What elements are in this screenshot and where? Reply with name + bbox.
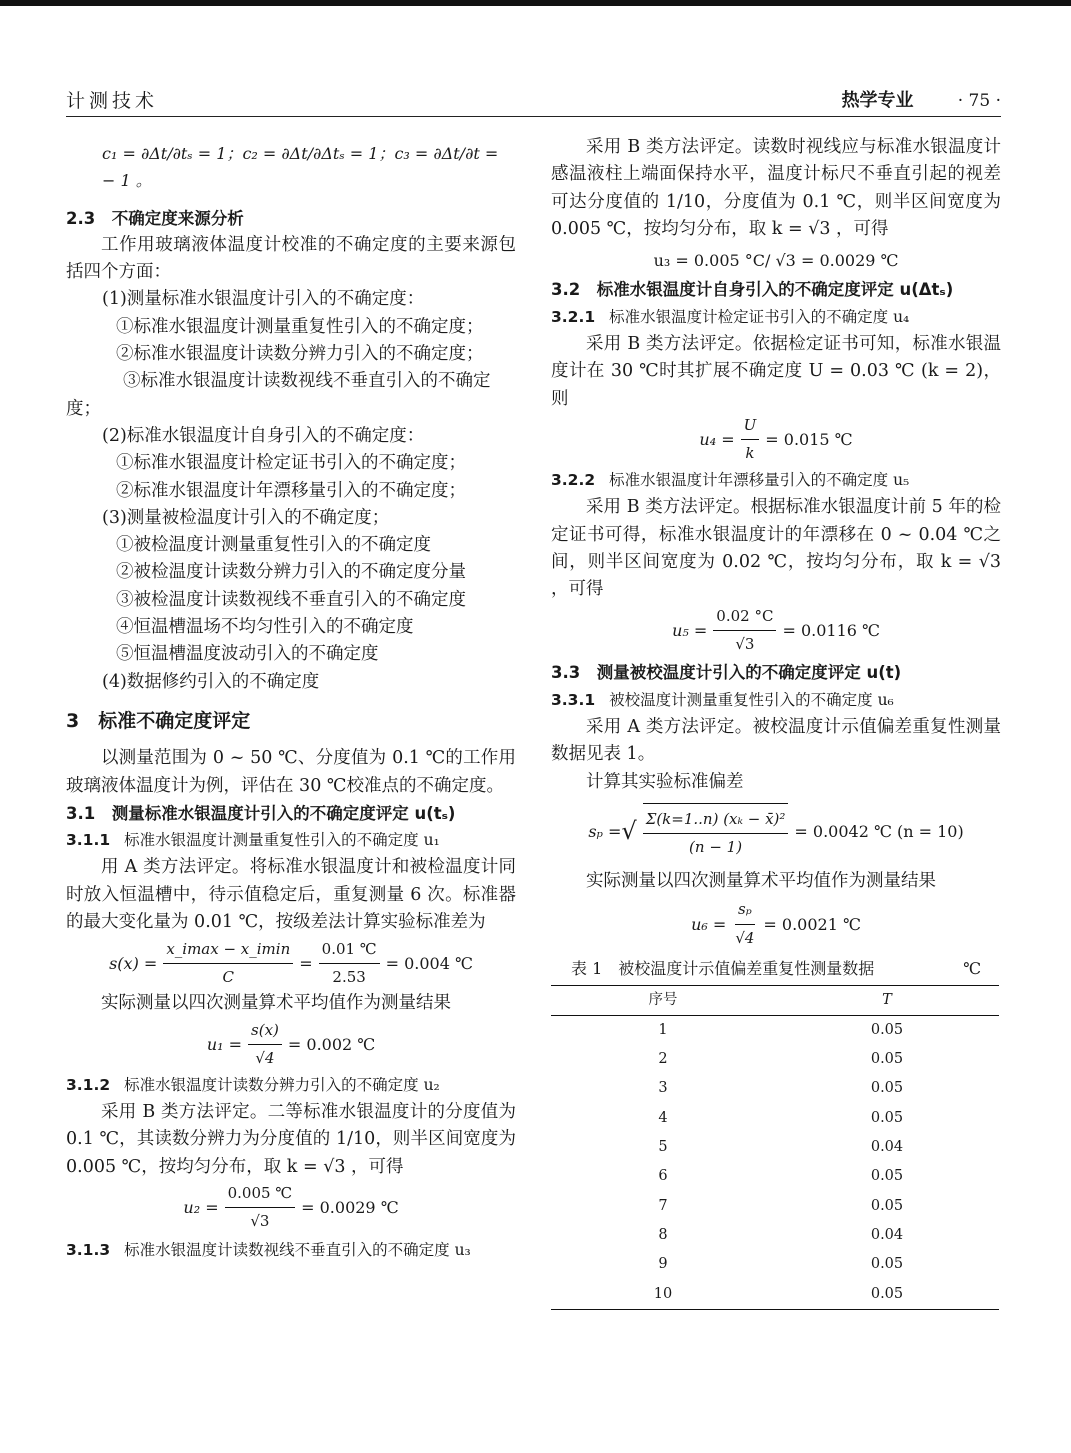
- section-3-1-2-title: [66, 1072, 516, 1099]
- section-3-1-3-label: 标准水银温度计读数视线不垂直引入的不确定度 u₃: [124, 1240, 471, 1259]
- table-cell: 0.05: [870, 1168, 904, 1185]
- source-item-3d: ④恒温槽温场不均匀性引入的不确定度: [116, 617, 414, 638]
- section-3-1-2-text: 采用 B 类方法评定。二等标准水银温度计的分度值为 0.1 ℃，其读数分辨力为分度值的 1/10，则半区间宽度为 0.005 ℃，按均匀分布，取 k = √3 ，可得: [66, 1101, 516, 1177]
- section-3-3-1-text-2: 计算其实验标准偏差: [586, 771, 744, 792]
- equation-u2-fraction: [225, 1180, 296, 1236]
- section-3-2-2-title: [551, 467, 1001, 494]
- equation-u6-den: √4: [735, 928, 755, 947]
- equation-sp-lhs: sₚ =: [588, 822, 622, 842]
- equation-sx-fraction-2: [319, 936, 380, 992]
- table-row: [551, 1104, 999, 1133]
- equation-u1-fraction: [248, 1017, 282, 1073]
- header-rule: [66, 116, 1001, 117]
- equation-u6-num: sₚ: [735, 896, 755, 924]
- equation-u1-rhs: = 0.002 ℃: [287, 1034, 376, 1054]
- section-3-2-1-label: 标准水银温度计检定证书引入的不确定度 u₄: [609, 307, 910, 326]
- equation-sx-den-1: C: [222, 967, 235, 986]
- table-cell: 0.05: [870, 1080, 904, 1097]
- equation-u2-den: √3: [250, 1212, 270, 1231]
- section-3-title: 3 标准不确定度评定: [66, 709, 251, 732]
- section-2-3-intro: 工作用玻璃液体温度计校准的不确定度的主要来源包括四个方面：: [66, 234, 516, 283]
- running-header: [66, 86, 1001, 112]
- section-3-3-1-title: [551, 687, 1001, 714]
- equation-sx-rhs: = 0.004 ℃: [385, 953, 473, 973]
- equation-u4-den: k: [745, 444, 755, 463]
- source-item-3c: ③被检温度计读数视线不垂直引入的不确定度: [116, 589, 466, 610]
- equation-u1-den: √4: [255, 1049, 275, 1068]
- equation-sx-lhs: s(x) =: [109, 953, 158, 973]
- equation-sx-num-2: 0.01 ℃: [319, 936, 380, 964]
- equation-sx: s(x) = $\frac{x\_imax - x\_imin}{C}$ = $\frac{0.01 ℃}{2.53}$ = 0.004 ℃: [66, 940, 516, 986]
- table-row: [551, 1045, 999, 1074]
- table-cell: 0.05: [870, 1051, 904, 1068]
- table-cell: 5: [658, 1139, 668, 1156]
- table-cell: 8: [658, 1226, 668, 1243]
- equation-u5-lhs: u₅ =: [672, 620, 708, 640]
- table-cell: 0.05: [870, 1256, 904, 1273]
- table-row: [551, 1162, 999, 1191]
- equation-sp: [551, 800, 1001, 864]
- equation-u1-lhs: u₁ =: [206, 1034, 243, 1054]
- equation-u6: [551, 899, 1001, 949]
- section-3-1-1-text: 用 A 类方法评定。将标准水银温度计和被检温度计同时放入恒温槽中，待示值稳定后，重复测量 6 次。标准器的最大变化量为 0.01 ℃，按级差法计算实验标准差为: [66, 857, 516, 933]
- section-3-2-1-text: 采用 B 类方法评定。依据检定证书可知，标准水银温度计在 30 ℃时其扩展不确定度 U = 0.03 ℃ (k = 2)，则: [551, 334, 1001, 409]
- table-cell: 0.05: [870, 1109, 904, 1126]
- section-3-1-1-title: [66, 827, 516, 854]
- source-item-2b: ②标准水银温度计年漂移量引入的不确定度；: [116, 480, 466, 501]
- section-3-3-1-text: 采用 A 类方法评定。被校温度计示值偏差重复性测量数据见表 1。: [551, 717, 1001, 765]
- table-caption: [551, 955, 1001, 982]
- coefficient-equation: c₁ = ∂Δt/∂tₛ = 1；c₂ = ∂Δt/∂Δtₛ = 1；c₃ = ∂Δt/∂t = − 1 。: [102, 144, 499, 191]
- source-item-1a: ①标准水银温度计测量重复性引入的不确定度；: [116, 316, 484, 337]
- section-3-2-1-title: [551, 304, 1001, 331]
- section-3-1-2-number: 3.1.2: [66, 1075, 111, 1094]
- source-item-1c: ③标准水银温度计读数视线不垂直引入的不确定度；: [66, 371, 491, 419]
- table-header-t: T: [775, 985, 999, 1015]
- section-3-2-title: 3.2 标准水银温度计自身引入的不确定度评定 u(Δtₛ): [551, 280, 954, 300]
- equation-u5-rhs: = 0.0116 ℃: [782, 620, 880, 640]
- table-row: [551, 1133, 999, 1162]
- journal-name: 计测技术: [66, 90, 159, 112]
- sqrt-icon: √: [621, 817, 637, 846]
- source-item-2a: ①标准水银温度计检定证书引入的不确定度；: [116, 453, 466, 474]
- section-3-1-3-title: [66, 1237, 516, 1264]
- equation-sx-den-2: 2.53: [332, 967, 366, 986]
- equation-u4-fraction: [741, 412, 760, 468]
- equation-sp-fraction: [643, 803, 789, 862]
- equation-u6-lhs: u₆ =: [691, 914, 727, 934]
- equation-u2: [66, 1185, 516, 1231]
- equation-u5-den: √3: [735, 634, 755, 653]
- table-cell: 4: [658, 1109, 668, 1126]
- source-item-1: (1)测量标准水银温度计引入的不确定度：: [102, 289, 425, 310]
- equation-u5: [551, 607, 1001, 653]
- table-header-row: [551, 985, 999, 1015]
- section-name: [841, 86, 1001, 112]
- table-cell: 10: [551, 1280, 775, 1310]
- source-item-3a: ①被检温度计测量重复性引入的不确定度: [116, 535, 431, 556]
- table-unit: ℃: [963, 959, 981, 979]
- table-row: [551, 1074, 999, 1103]
- source-item-2: (2)标准水银温度计自身引入的不确定度：: [102, 425, 425, 446]
- equation-u4-lhs: u₄ =: [699, 430, 735, 450]
- section-3-1-3-text: 采用 B 类方法评定。读数时视线应与标准水银温度计感温液柱上端面保持水平，温度计标尺不垂直引起的视差可达分度值的 1/10，分度值为 0.1 ℃，则半区间宽度为 0.005 ℃，按均匀分布，取 k = √3 ，可得: [551, 137, 1001, 239]
- table-cell: 0.05: [870, 1021, 904, 1038]
- section-3-2-1-number: 3.2.1: [551, 307, 596, 326]
- equation-u2-rhs: = 0.0029 ℃: [301, 1198, 399, 1218]
- section-3-2-2-number: 3.2.2: [551, 470, 596, 489]
- table-row: [551, 1250, 999, 1279]
- page-number: · 75 ·: [957, 91, 1001, 111]
- source-item-3e: ⑤恒温槽温度波动引入的不确定度: [116, 644, 379, 665]
- table-cell: 9: [658, 1256, 668, 1273]
- equation-sp-num: Σ(k=1..n) (xₖ − x̄)²: [643, 806, 789, 834]
- source-item-3: (3)测量被检温度计引入的不确定度；: [102, 507, 390, 528]
- table-cell: 1: [658, 1021, 668, 1038]
- table-row: [551, 1221, 999, 1250]
- section-3-3-title: 3.3 测量被校温度计引入的不确定度评定 u(t): [551, 663, 902, 683]
- equation-u2-lhs: u₂ =: [183, 1198, 219, 1218]
- equation-u4: [551, 417, 1001, 463]
- source-item-3b: ②被检温度计读数分辨力引入的不确定度分量: [116, 562, 466, 583]
- section-3-intro: 以测量范围为 0 ~ 50 ℃、分度值为 0.1 ℃的工作用玻璃液体温度计为例，评估在 30 ℃校准点的不确定度。: [66, 748, 516, 796]
- table-row: [551, 1015, 999, 1045]
- source-item-1b: ②标准水银温度计读数分辨力引入的不确定度；: [116, 344, 484, 365]
- table-cell: 3: [658, 1080, 668, 1097]
- section-3-1-2-label: 标准水银温度计读数分辨力引入的不确定度 u₂: [124, 1075, 440, 1094]
- table-cell: 0.05: [870, 1197, 904, 1214]
- equation-u4-num: U: [741, 412, 760, 440]
- left-column: [66, 134, 516, 1264]
- table-cell: 7: [658, 1197, 668, 1214]
- section-3-1-1-label: 标准水银温度计测量重复性引入的不确定度 u₁: [124, 831, 440, 850]
- data-table: [551, 985, 999, 1310]
- section-3-2-2-label: 标准水银温度计年漂移量引入的不确定度 u₅: [609, 470, 910, 489]
- equation-u6-fraction: [732, 896, 757, 952]
- section-2-3-title: 2.3 不确定度来源分析: [66, 208, 244, 228]
- equation-u4-rhs: = 0.015 ℃: [765, 430, 853, 450]
- source-item-4: (4)数据修约引入的不确定度: [102, 671, 320, 692]
- table-cell: 0.05: [775, 1280, 999, 1310]
- section-3-1-title: 3.1 测量标准水银温度计引入的不确定度评定 u(tₛ): [66, 803, 456, 823]
- table-caption-text: 表 1 被校温度计示值偏差重复性测量数据: [571, 959, 875, 979]
- section-3-1-3-number: 3.1.3: [66, 1240, 111, 1259]
- equation-sx-num-1: x_imax − x_imin: [163, 936, 293, 964]
- section-3-2-2-text: 采用 B 类方法评定。根据标准水银温度计前 5 年的检定证书可得，标准水银温度计的年漂移在 0 ~ 0.04 ℃之间，则半区间宽度为 0.02 ℃，按均匀分布，取 k = √3 ，可得: [551, 497, 1001, 600]
- equation-u5-num: 0.02 °C: [713, 603, 776, 631]
- top-rule: [0, 0, 1071, 6]
- table-cell: 0.04: [870, 1226, 904, 1243]
- section-3-1-1-text-2: 实际测量以四次测量算术平均值作为测量结果: [101, 993, 451, 1014]
- equation-u2-num: 0.005 ℃: [225, 1180, 296, 1208]
- section-3-3-1-label: 被校温度计测量重复性引入的不确定度 u₆: [609, 690, 894, 709]
- section-label: 热学专业: [841, 90, 914, 111]
- right-column: [551, 134, 1001, 1310]
- section-3-3-1-text-3: 实际测量以四次测量算术平均值作为测量结果: [586, 870, 936, 891]
- section-3-3-1-number: 3.3.1: [551, 690, 596, 709]
- equation-u1-num: s(x): [248, 1017, 282, 1045]
- table-cell: 0.04: [870, 1139, 904, 1156]
- table-cell: 2: [658, 1051, 668, 1068]
- table-row: [551, 1192, 999, 1221]
- equation-u3: u₃ = 0.005 °C/ √3 = 0.0029 ℃: [653, 251, 899, 271]
- table-header-index: 序号: [551, 985, 775, 1015]
- equation-sx-fraction-1: [163, 936, 293, 992]
- equation-sp-rhs: = 0.0042 ℃ (n = 10): [794, 822, 964, 842]
- equation-u1: [66, 1022, 516, 1068]
- equation-sp-den: (n − 1): [689, 837, 743, 856]
- equation-u5-fraction: [713, 603, 776, 659]
- table-cell: 6: [658, 1168, 668, 1185]
- equation-u6-rhs: = 0.0021 ℃: [763, 914, 861, 934]
- section-3-1-1-number: 3.1.1: [66, 831, 111, 850]
- table-row: [551, 1280, 999, 1310]
